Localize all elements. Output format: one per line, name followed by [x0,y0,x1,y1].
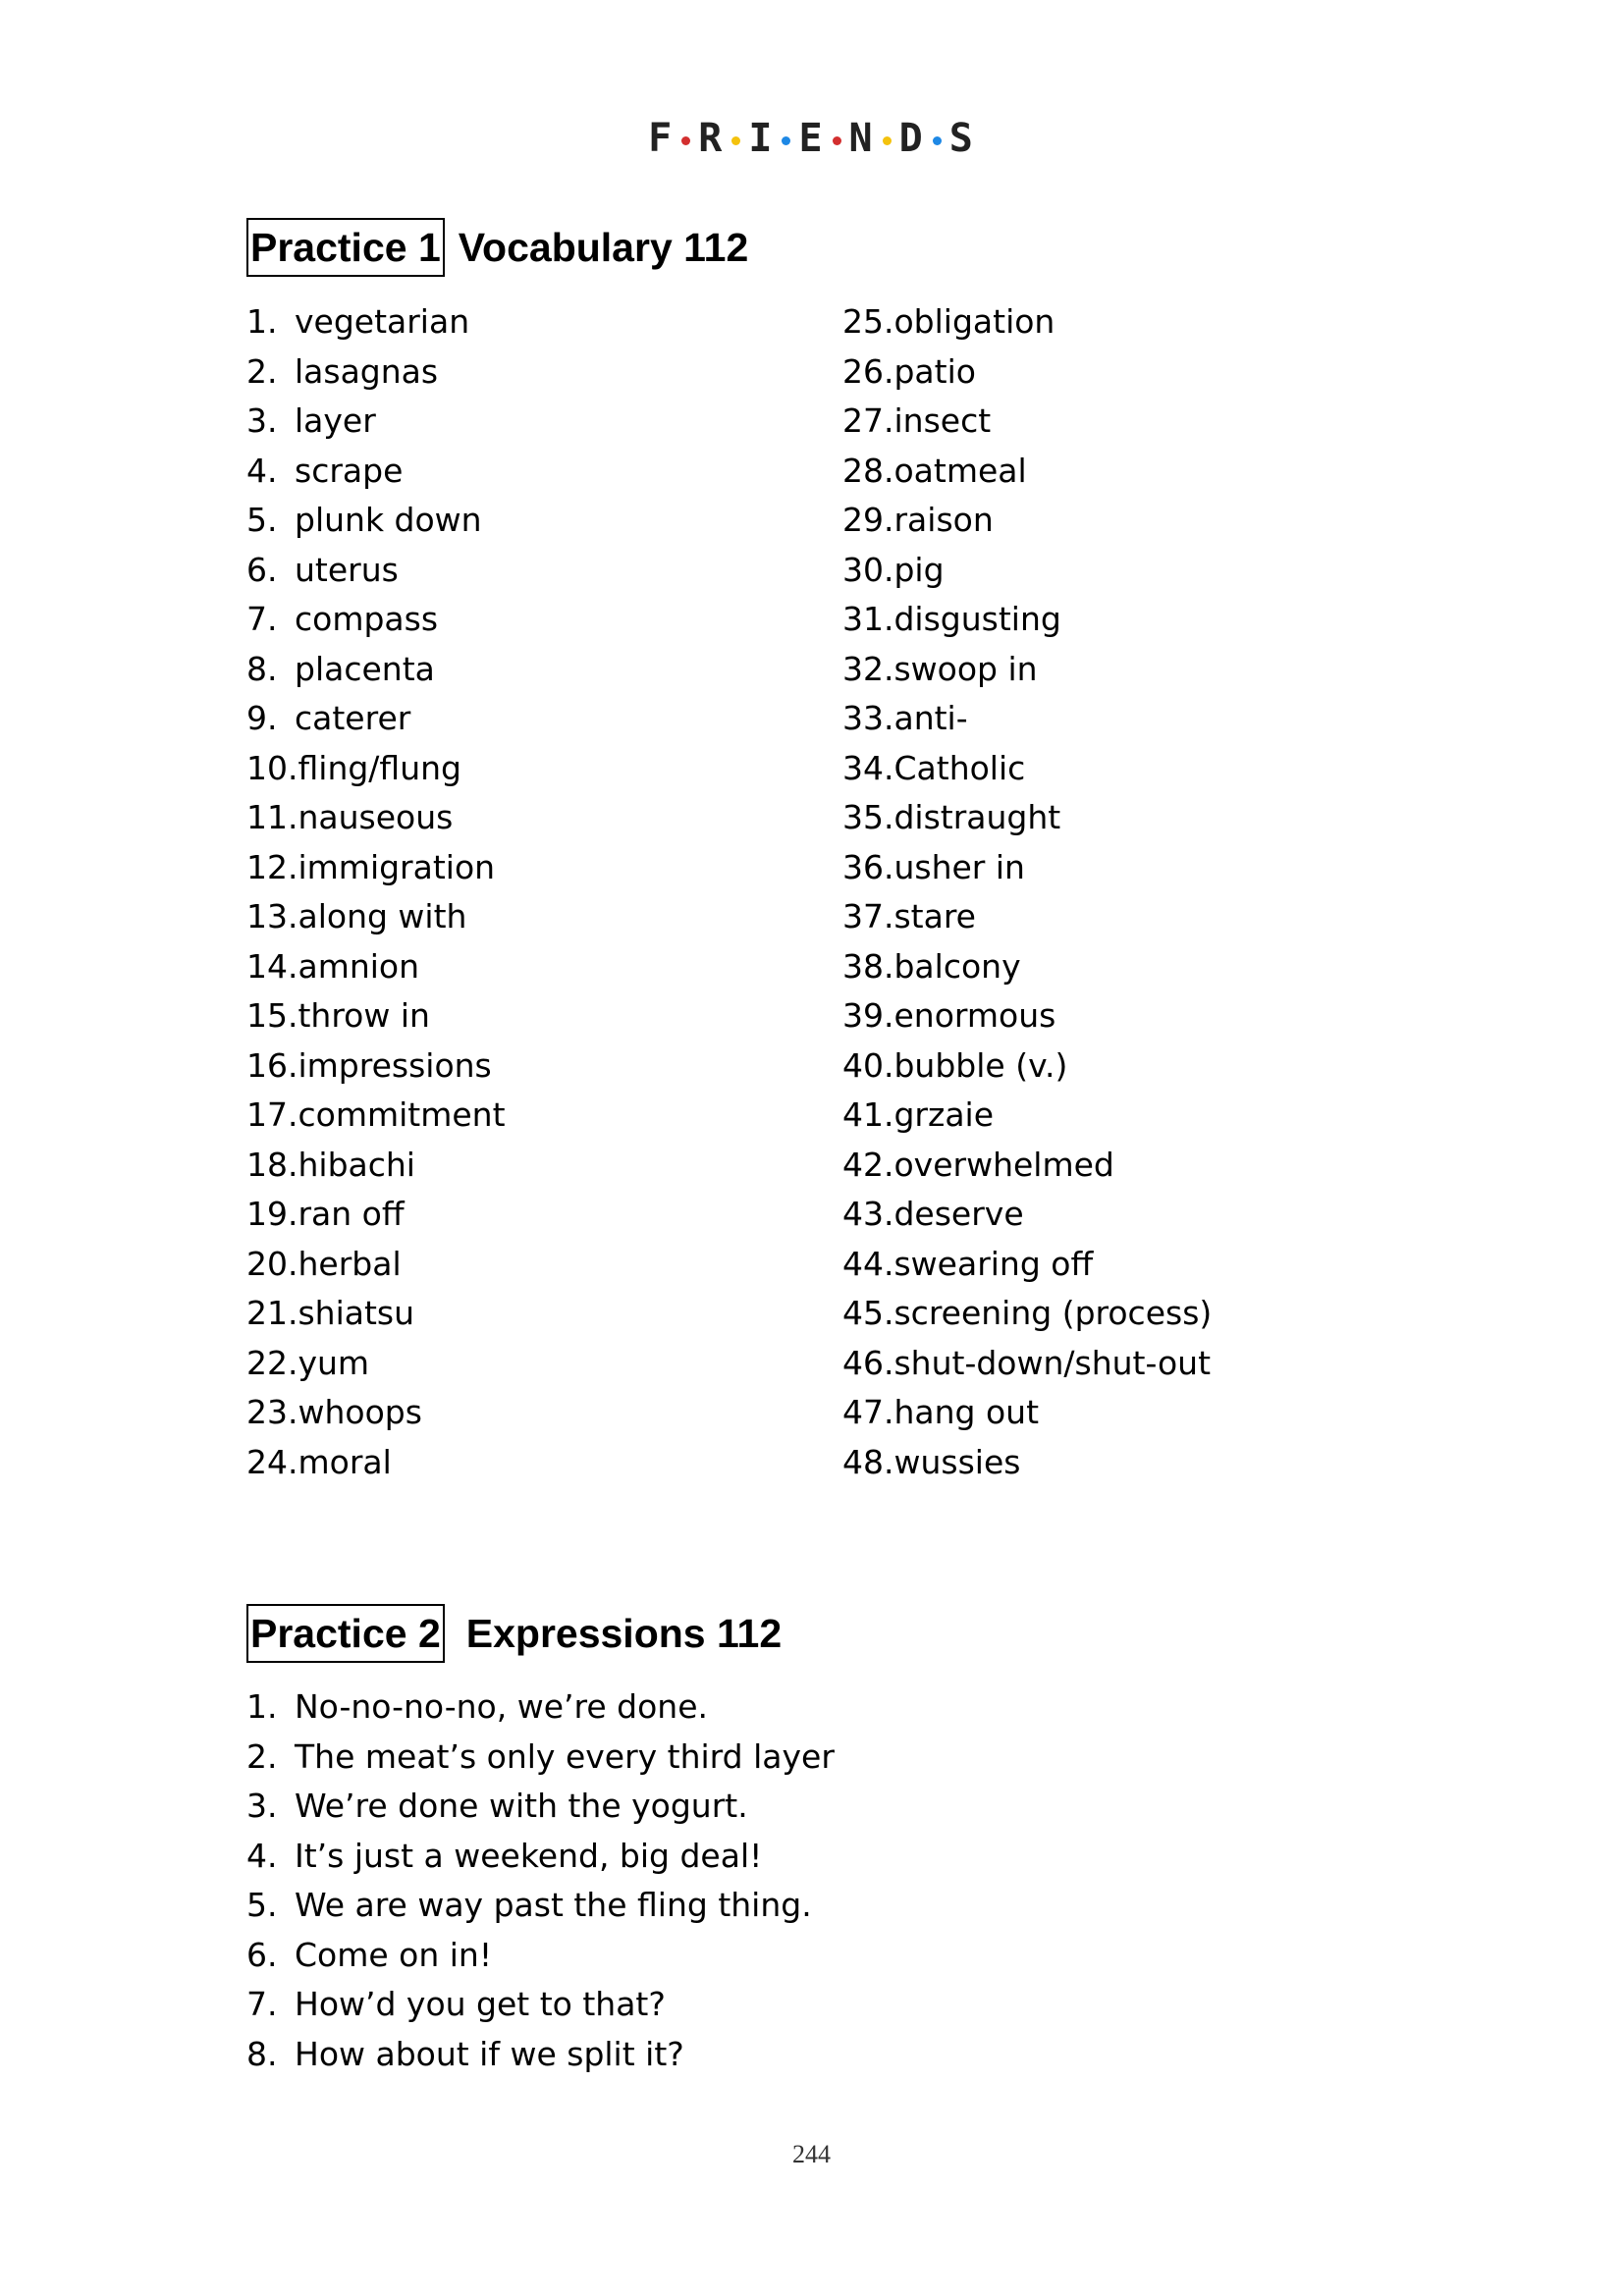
item-text: impressions [298,1045,492,1085]
item-number: 25. [842,302,894,341]
item-number: 34. [842,748,894,787]
item-text: grzaie [893,1095,995,1134]
item-text: swearing off [893,1244,1094,1283]
item-text: Come on in! [295,1935,493,1974]
list-item [246,1240,506,1290]
list-item [246,1091,506,1141]
item-text: moral [298,1442,392,1481]
list-item [842,694,1212,744]
item-text: patio [893,351,976,391]
list-item [842,744,1212,794]
page-number: 244 [792,2140,831,2168]
item-text: It’s just a weekend, big deal! [295,1836,763,1875]
list-item [246,397,506,447]
list-item [246,297,506,347]
item-text: immigration [298,847,496,886]
item-text: stare [893,897,976,935]
item-number: 31. [842,600,894,638]
list-item [246,1041,506,1092]
list-item [842,1240,1212,1290]
item-text: placenta [295,649,435,688]
item-number: 12. [246,847,298,886]
item-text: screening (process) [893,1294,1213,1332]
item-text: uterus [295,550,399,589]
item-number: 32. [842,649,894,688]
item-number: 16. [246,1045,298,1085]
item-number: 42. [842,1145,894,1184]
item-text: swoop in [893,649,1038,688]
list-item [842,1190,1212,1240]
item-number: 17. [246,1095,298,1134]
item-text: overwhelmed [893,1145,1114,1184]
item-number: 29. [842,501,894,539]
item-text: We are way past the fling thing. [295,1886,812,1924]
item-number: 1. [246,1687,278,1726]
list-item [246,1141,506,1191]
list-item [842,1388,1212,1438]
logo-dot [681,136,690,145]
list-item [842,892,1212,942]
item-number: 44. [842,1244,894,1283]
list-item [246,991,506,1041]
list-item [246,1682,835,1733]
item-number: 48. [842,1442,894,1481]
item-text: distraught [893,798,1061,836]
logo-letter: I [748,116,775,161]
list-item [246,347,506,398]
item-text: hang out [893,1393,1040,1431]
item-text: How’d you get to that? [295,1985,666,2023]
item-text: How about if we split it? [295,2034,684,2073]
item-text: layer [295,401,376,440]
list-item [246,546,506,596]
item-number: 26. [842,351,894,391]
list-item [842,1438,1212,1488]
list-item [246,2030,835,2080]
item-number: 46. [842,1343,894,1382]
item-number: 28. [842,451,894,490]
item-number: 2. [246,1736,278,1776]
item-number: 3. [246,1787,278,1825]
item-number: 39. [842,996,894,1035]
practice-1-label: Practice 1 [246,218,445,277]
item-number: 6. [246,1935,278,1974]
expressions-list [246,1682,835,2079]
list-item [246,694,506,744]
item-text: hibachi [298,1145,415,1184]
item-text: wussies [893,1442,1021,1481]
list-item [842,297,1212,347]
item-text: shut-down/shut-out [893,1343,1212,1382]
logo-letter: D [898,116,925,161]
item-number: 27. [842,401,894,440]
list-item [842,347,1212,398]
item-text: usher in [893,847,1025,886]
list-item [842,595,1212,645]
list-item [246,595,506,645]
logo-letter: N [848,116,875,161]
list-item [246,793,506,843]
item-number: 5. [246,1886,278,1924]
item-text: Catholic [893,748,1026,787]
item-number: 45. [842,1294,894,1332]
list-item [842,1289,1212,1339]
list-item [246,1190,506,1240]
item-text: fling/flung [298,748,461,787]
item-number: 18. [246,1145,298,1184]
list-item [842,645,1212,695]
item-number: 7. [246,1985,278,2023]
list-item [246,892,506,942]
item-number: 41. [842,1095,894,1134]
item-text: raison [893,501,994,539]
list-item [842,942,1212,992]
item-number: 14. [246,946,298,986]
item-number: 38. [842,946,894,986]
item-text: anti- [893,699,968,737]
item-number: 8. [246,2034,278,2073]
item-number: 8. [246,649,278,688]
logo-letter: F [648,116,675,161]
item-text: oatmeal [893,451,1027,490]
item-number: 37. [842,897,894,935]
item-text: enormous [893,996,1056,1035]
list-item [246,496,506,546]
list-item [246,1931,835,1981]
list-item [842,793,1212,843]
item-number: 10. [246,748,298,787]
item-text: nauseous [298,798,454,836]
logo-dot [833,136,841,145]
item-text: lasagnas [295,351,439,391]
item-number: 4. [246,1836,278,1875]
list-item [246,1289,506,1339]
logo-dot [883,136,892,145]
list-item [842,1339,1212,1389]
item-number: 4. [246,451,278,490]
item-text: caterer [295,699,411,737]
practice-2-title: Expressions 112 [465,1610,783,1656]
item-number: 3. [246,401,278,440]
logo-letter: R [698,116,725,161]
list-item [246,645,506,695]
item-number: 13. [246,897,298,935]
item-text: bubble (v.) [893,1045,1068,1085]
list-item [246,744,506,794]
item-number: 35. [842,798,894,836]
logo-dot [782,136,790,145]
item-text: plunk down [295,501,482,539]
list-item [246,1881,835,1931]
item-text: along with [298,897,467,935]
list-item [842,991,1212,1041]
practice-1-title: Vocabulary 112 [458,224,749,270]
list-item [246,447,506,497]
item-text: compass [295,600,439,638]
practice-2-label: Practice 2 [246,1604,445,1663]
item-text: commitment [298,1095,506,1134]
item-text: vegetarian [295,302,470,341]
item-text: pig [893,550,945,589]
list-item [842,843,1212,893]
item-number: 43. [842,1195,894,1233]
list-item [842,1091,1212,1141]
item-number: 6. [246,550,278,589]
logo-letter: E [798,116,825,161]
list-item [246,843,506,893]
item-text: ran off [298,1195,405,1233]
list-item [246,1388,506,1438]
vocabulary-list-left [246,297,506,1487]
item-number: 1. [246,302,278,341]
logo-dot [933,136,942,145]
item-number: 20. [246,1244,298,1283]
item-text: deserve [893,1195,1024,1233]
item-text: We’re done with the yogurt. [295,1787,748,1825]
item-text: No-no-no-no, we’re done. [295,1687,708,1726]
item-number: 15. [246,996,298,1035]
item-number: 2. [246,351,278,391]
list-item [246,1733,835,1783]
item-text: amnion [298,946,420,986]
item-text: The meat’s only every third layer [295,1736,835,1776]
list-item [842,1141,1212,1191]
item-number: 33. [842,699,894,737]
list-item [246,942,506,992]
item-text: scrape [295,451,404,490]
item-number: 11. [246,798,298,836]
item-number: 21. [246,1294,298,1332]
list-item [246,1980,835,2030]
list-item [842,397,1212,447]
item-number: 47. [842,1393,894,1431]
item-text: herbal [298,1244,402,1283]
list-item [246,1339,506,1389]
item-text: insect [893,401,992,440]
practice-2-heading [246,1604,782,1663]
list-item [842,546,1212,596]
item-number: 9. [246,699,278,737]
logo-dot [731,136,740,145]
list-item [246,1832,835,1882]
list-item [842,447,1212,497]
vocabulary-list-right [842,297,1212,1487]
item-text: yum [298,1343,370,1382]
friends-logo [0,116,1623,161]
item-number: 24. [246,1442,298,1481]
item-text: whoops [298,1393,422,1431]
item-text: shiatsu [298,1294,415,1332]
logo-letter: S [948,116,975,161]
item-text: disgusting [893,600,1061,638]
item-number: 40. [842,1045,894,1085]
item-text: throw in [298,996,430,1035]
list-item [842,496,1212,546]
item-number: 19. [246,1195,298,1233]
item-number: 30. [842,550,894,589]
list-item [842,1041,1212,1092]
item-number: 23. [246,1393,298,1431]
item-number: 5. [246,501,278,539]
item-number: 22. [246,1343,298,1382]
item-number: 7. [246,600,278,638]
item-number: 36. [842,847,894,886]
item-text: obligation [893,302,1055,341]
item-text: balcony [893,946,1021,986]
practice-1-heading [246,218,748,277]
list-item [246,1438,506,1488]
list-item [246,1782,835,1832]
